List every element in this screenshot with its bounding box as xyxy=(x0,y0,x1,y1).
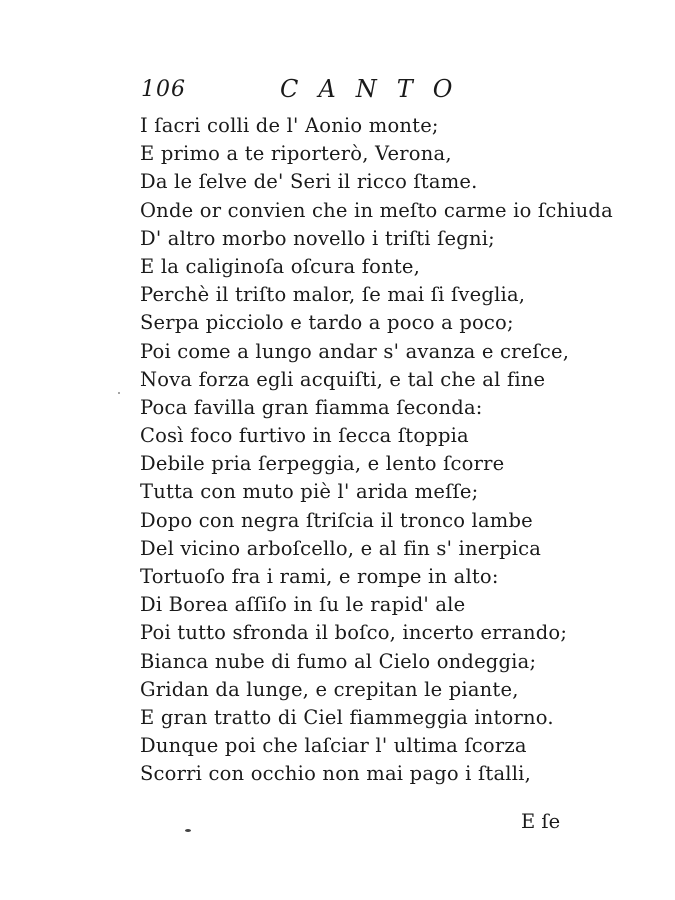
verse-line: Dunque poi che laſciar l' ultima ſcorza xyxy=(140,734,527,758)
ink-speck xyxy=(185,829,191,832)
verse-line: E primo a te riporterò, Verona, xyxy=(140,142,452,166)
verse-line: Tutta con muto piè l' arida meſſe; xyxy=(140,480,479,504)
verse-line: Tortuoſo fra i rami, e rompe in alto: xyxy=(140,565,499,588)
verse-line: Così foco furtivo in ſecca ſtoppia xyxy=(140,424,469,448)
verse-line: Poi come a lungo andar s' avanza e creſce, xyxy=(140,339,570,363)
verse-line: Bianca nube di fumo al Cielo ondeggia; xyxy=(140,649,537,673)
verse-line: Onde or convien che in meſto carme io ſchiuda xyxy=(140,198,613,222)
verse-line: Poca favilla gran fiamma ſeconda: xyxy=(140,395,483,419)
verse-line: Perchè il triſto malor, ſe mai ſi ſveglia, xyxy=(140,283,526,307)
verse-line: Da le ſelve de' Seri il ricco ſtame. xyxy=(140,170,478,194)
verse-line: Debile pria ſerpeggia, e lento ſcorre xyxy=(140,452,505,476)
verse-line: Scorri con occhio non mai pago i ſtalli, xyxy=(140,762,531,786)
verse-line: Del vicino arboſcello, e al fin s' inerpica xyxy=(140,536,542,560)
verse-line: Serpa picciolo e tardo a poco a poco; xyxy=(140,311,514,335)
verse-line: Di Borea aſſiſo in ſu le rapid' ale xyxy=(140,593,466,617)
verse-line: Poi tutto sfronda il boſco, incerto errando; xyxy=(140,621,568,645)
verse-line: Dopo con negra ſtriſcia il tronco lambe xyxy=(140,508,533,532)
verse-line: Gridan da lunge, e crepitan le piante, xyxy=(140,677,519,701)
verse-line: E la caliginoſa oſcura fonte, xyxy=(140,254,421,278)
verse-line: Nova forza egli acquiſti, e tal che al fine xyxy=(140,367,546,391)
ink-speck xyxy=(118,392,120,394)
page-number: 106 xyxy=(141,77,186,102)
verse-line: D' altro morbo novello i triſti ſegni; xyxy=(140,226,495,250)
verse-block xyxy=(140,112,613,789)
running-head: CANTO xyxy=(280,75,473,103)
verse-line: E gran tratto di Ciel fiammeggia intorno. xyxy=(140,705,554,729)
catchword: E ſe xyxy=(521,810,561,833)
verse-line: I ſacri colli de l' Aonio monte; xyxy=(140,114,439,137)
